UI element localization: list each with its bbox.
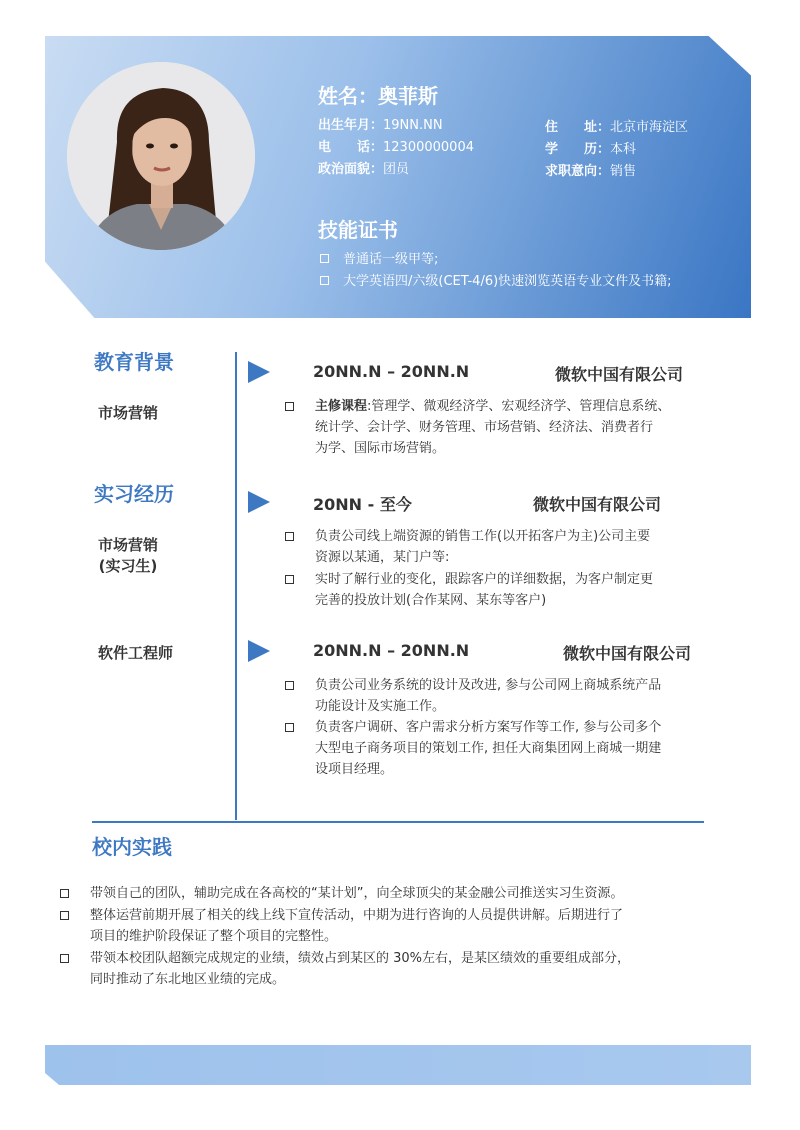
education-course: 主修课程:管理学、微观经济学、宏观经济学、管理信息系统、 统计学、会计学、财务管理、市场营销、经济法、消费者行 为学、国际市场营销。 bbox=[285, 396, 715, 459]
skill-item: 普通话一级甲等; bbox=[320, 248, 438, 267]
info-row-education: 学 历：本科 bbox=[545, 142, 637, 157]
section-title-education: 教育背景 bbox=[94, 350, 174, 374]
checkbox-icon bbox=[285, 723, 294, 732]
internship-company: 微软中国有限公司 bbox=[533, 495, 662, 514]
section-divider bbox=[92, 821, 704, 823]
skill-item: 大学英语四/六级(CET-4/6)快速浏览英语专业文件及书籍; bbox=[320, 270, 672, 289]
list-item: 负责客户调研、客户需求分析方案写作等工作, 参与公司多个 大型电子商务项目的策划工作, 担任大商集团网上商城一期建 设项目经理。 bbox=[285, 717, 715, 780]
checkbox-icon bbox=[285, 402, 294, 411]
list-item: 实时了解行业的变化，跟踪客户的详细数据，为客户制定更 完善的投放计划(合作某网、某东等客户) bbox=[285, 569, 715, 611]
footer-bar bbox=[45, 1045, 751, 1085]
checkbox-icon bbox=[60, 911, 69, 920]
checkbox-icon bbox=[285, 575, 294, 584]
checkbox-icon bbox=[285, 681, 294, 690]
info-row-address: 住 址：北京市海淀区 bbox=[545, 120, 689, 135]
personal-info-right bbox=[545, 117, 688, 183]
engineer-date: 20NN.N – 20NN.N bbox=[313, 641, 470, 660]
internship-role: 市场营销 (实习生) bbox=[98, 536, 159, 575]
profile-photo bbox=[67, 62, 255, 250]
engineer-company: 微软中国有限公司 bbox=[563, 644, 692, 663]
triangle-marker-icon bbox=[248, 491, 270, 513]
education-company: 微软中国有限公司 bbox=[555, 365, 684, 384]
checkbox-icon bbox=[320, 276, 329, 285]
info-row-political: 政治面貌：团员 bbox=[318, 162, 410, 177]
list-item: 负责公司线上端资源的销售工作(以开拓客户为主)公司主要 资源以某通，某门户等: bbox=[285, 526, 715, 568]
candidate-name: 姓名：奥菲斯 bbox=[318, 84, 438, 108]
personal-info-left bbox=[318, 115, 474, 181]
triangle-marker-icon bbox=[248, 640, 270, 662]
info-row-phone: 电 话：12300000004 bbox=[318, 140, 474, 155]
engineer-role: 软件工程师 bbox=[98, 644, 174, 662]
internship-date: 20NN - 至今 bbox=[313, 495, 412, 514]
section-title-campus: 校内实践 bbox=[92, 835, 172, 859]
checkbox-icon bbox=[60, 889, 69, 898]
info-row-birth: 出生年月：19NN.NN bbox=[318, 118, 443, 133]
skills-title: 技能证书 bbox=[318, 218, 398, 242]
portrait-image bbox=[67, 62, 255, 250]
checkbox-icon bbox=[60, 954, 69, 963]
triangle-marker-icon bbox=[248, 361, 270, 383]
info-row-objective: 求职意向：销售 bbox=[545, 164, 637, 179]
education-major: 市场营销 bbox=[98, 404, 159, 422]
checkbox-icon bbox=[285, 532, 294, 541]
list-item: 带领本校团队超额完成规定的业绩，绩效占到某区的 30%左右，是某区绩效的重要组成部分， 同时推动了东北地区业绩的完成。 bbox=[60, 948, 720, 990]
timeline-divider bbox=[235, 352, 237, 820]
list-item: 带领自己的团队，辅助完成在各高校的“某计划”，向全球顶尖的某金融公司推送实习生资源。 bbox=[60, 883, 720, 904]
section-title-internship: 实习经历 bbox=[94, 482, 174, 506]
education-date: 20NN.N – 20NN.N bbox=[313, 362, 470, 381]
list-item: 负责公司业务系统的设计及改进, 参与公司网上商城系统产品 功能设计及实施工作。 bbox=[285, 675, 715, 717]
list-item: 整体运营前期开展了相关的线上线下宣传活动，中期为进行咨询的人员提供讲解。后期进行了 项目的维护阶段保证了整个项目的完整性。 bbox=[60, 905, 720, 947]
checkbox-icon bbox=[320, 254, 329, 263]
